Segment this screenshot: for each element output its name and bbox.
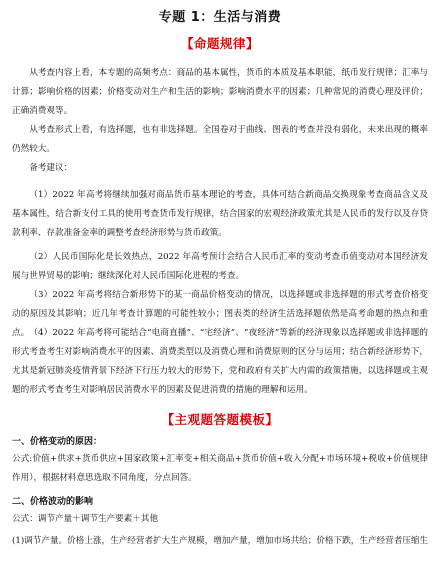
formula-price-fluctuation: 公式：调节产量＋调节生产要素＋其他 [12,514,159,524]
section-heading-proposition-rules: 【命题规律】 [180,36,259,51]
item-adjust-output: (1)调节产量。价格上涨，生产经营者扩大生产规模，增加产量，增加市场共给；价格下跌，生产经营者压缩生 [12,536,428,546]
document-title: 专题 1：生活与消费 [158,10,282,25]
section-heading-answer-template: 【主观题答题模板】 [161,412,279,427]
paragraph-advice-3: （3）2022 年高考将结合新形势下的某一商品价格变动的情况，以选择题或非选择题的形式考查价格变动的原因及其影响；近几年考查计算题的可能性较小；图表类的经济生活选择题依然是高考命题的热点和重点。 [12,290,428,338]
paragraph-advice-1: （1）2022 年高考将继续加强对商品货币基本理论的考查，具体可结合新商品交换现象考查商品含义及基本属性，结合新支付工具的使用考查货币发行规律，结合国家的宏观经济政策尤其是人民币的发行以及存贷款利率、存款准备金率的调整考查经济形势与货币政策。 [12,190,428,238]
paragraph-form-overview: 从考查形式上看，有选择题，也有非选择题。全国卷对于曲线、图表的考查并没有弱化，未来出现的概率仍然较大。 [12,125,428,154]
paragraph-prep-advice-label: 备考建议： [29,163,73,173]
formula-price-change: 公式:价值+供求+货币供应+国家政策+汇率变+相关商品+货币价值+收入分配+市场环境+税收+价值规律作用），根据材料意思选取不同角度，分点回答。 [12,454,428,483]
heading-price-change-causes: 一、价格变动的原因： [12,437,103,447]
heading-price-fluctuation-effects: 二、价格波动的影响 [12,497,94,507]
paragraph-content-overview: 从考查内容上看，本专题的高频考点：商品的基本属性，货币的本质及基本职能，纸币发行规律；汇率与计算；影响价格的因素；价格变动对生产和生活的影响；影响消费水平的因素；几种常见的消费心理及评价；正确消费观等。 [12,68,428,116]
paragraph-advice-2: （2）人民币国际化是长效热点，2022 年高考预计会结合人民币汇率的变动考查币值变动对本国经济发展与世界贸易的影响；继续深化对人民币国际化进程的考查。 [12,252,428,281]
paragraph-advice-4: （4）2022 年高考将可能结合“电商直播”、“宅经济”、“夜经济”等新的经济现象以选择题或非选择题的形式考查考生对影响消费水平的因素、消费类型以及消费心理和消费原则的区分与运用；结合新经济形势下，尤其是新冠肺炎疫情背景下经济下行压力较大的形势下，党和政府有关扩大内需的政策措施，以选择题或主观题的形式考查考生对影响居民消费水平的因素及促进消费的措施的理解和运用。 [12,328,428,395]
